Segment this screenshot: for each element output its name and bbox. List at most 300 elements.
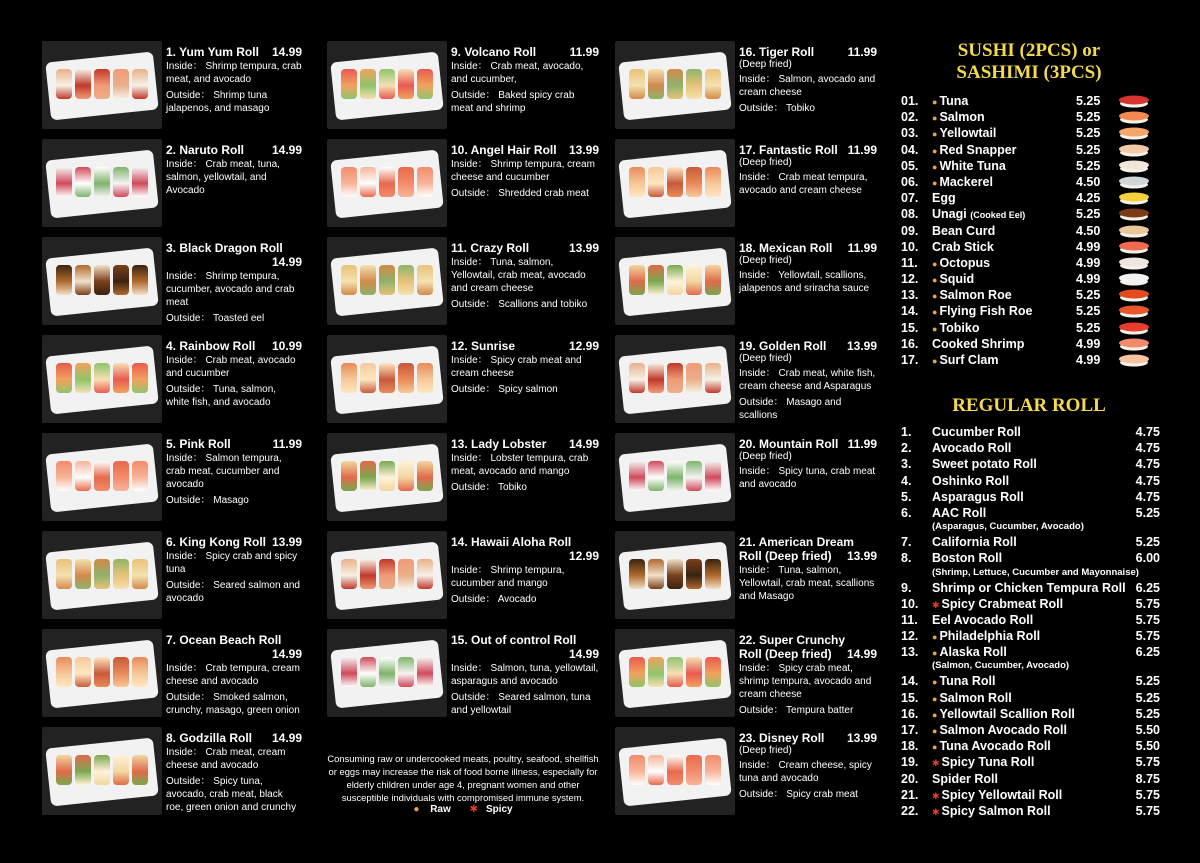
roll-photo [327, 237, 447, 325]
regular-roll-number: 17. [901, 723, 919, 737]
regular-roll-name [932, 505, 986, 521]
roll-piece [417, 363, 433, 393]
regular-roll-number: 15. [901, 690, 919, 705]
topping-shape [1119, 290, 1149, 299]
sushi-name [932, 142, 1017, 159]
roll-piece [341, 69, 357, 99]
roll-name: 15. Out of control Roll [451, 633, 577, 647]
regular-roll-name [932, 754, 1034, 771]
sushi-name-text: Egg [932, 191, 956, 206]
regular-roll-number: 22. [901, 803, 919, 818]
roll-piece [56, 755, 72, 785]
roll-title [739, 241, 877, 255]
roll-outside: Outside： Smoked salmon, crunchy, masago, green onion [166, 692, 300, 716]
regular-roll-item [898, 456, 1160, 472]
roll-piece [56, 559, 72, 589]
roll-piece [341, 363, 357, 393]
sushi-price: 4.99 [1076, 353, 1101, 367]
sushi-number: 16. [901, 336, 919, 351]
raw-icon: ● [932, 113, 938, 124]
regular-roll-price: 5.25 [1135, 505, 1160, 520]
regular-roll-price: 5.25 [1135, 535, 1160, 550]
sushi-item [898, 239, 1160, 255]
roll-name: 2. Naruto Roll [166, 143, 245, 157]
roll-photo [42, 629, 162, 717]
roll-inside: Inside： Tuna, salmon, Yellowtail, crab meat, scallions and Masago [739, 565, 875, 602]
regular-roll-number: 8. [901, 551, 912, 566]
roll-inside: Inside： Spicy crab meat and cream cheese [451, 355, 582, 379]
roll-photo [327, 531, 447, 619]
sushi-price: 5.25 [1076, 320, 1101, 335]
roll-piece [667, 755, 683, 785]
sushi-name-text: Crab Stick [932, 239, 994, 254]
roll-name: 21. American Dream [739, 535, 854, 549]
topping-shape [1119, 112, 1149, 121]
roll-piece [379, 657, 395, 687]
topping-shape [1119, 241, 1149, 250]
sushi-number: 17. [901, 353, 919, 367]
roll-price: 13.99 [846, 339, 877, 353]
roll-price: 13.99 [568, 241, 599, 255]
roll-inside: Inside： Salmon tempura, crab meat, cucumber and avocado [166, 453, 282, 490]
roll-piece [360, 265, 376, 295]
roll-piece [667, 167, 683, 197]
regular-heading: REGULAR ROLL [952, 395, 1106, 416]
regular-roll-ingredients: (Shrimp, Lettuce, Cucumber and Mayonnaise) [932, 566, 1139, 578]
roll-title [451, 143, 599, 157]
sushi-name-text: Cooked Shrimp [932, 336, 1025, 351]
sushi-piece-icon [1116, 94, 1152, 108]
regular-roll-item [898, 690, 1160, 706]
roll-price: 14.99 [568, 647, 599, 661]
deep-fried-note: (Deep fried) [739, 157, 792, 168]
roll-photo [42, 727, 162, 815]
roll-piece [417, 265, 433, 295]
roll-piece [705, 167, 721, 197]
roll-title [451, 535, 599, 549]
sushi-name-text: Red Snapper [939, 142, 1017, 157]
sushi-item [898, 287, 1160, 303]
nigiri-icon [1116, 159, 1152, 173]
raw-icon: ● [932, 258, 938, 269]
legend [327, 804, 599, 815]
regular-roll-item [898, 628, 1160, 644]
roll-piece [341, 167, 357, 197]
roll-piece [667, 69, 683, 99]
topping-shape [1119, 322, 1149, 331]
sushi-number: 13. [901, 288, 919, 303]
sushi-item [898, 223, 1160, 239]
roll-piece [398, 167, 414, 197]
sushi-price: 4.99 [1076, 272, 1101, 287]
roll-piece [686, 755, 702, 785]
roll-price: 11.99 [847, 241, 877, 255]
nigiri-icon [1116, 321, 1152, 335]
regular-roll-name [932, 596, 1063, 613]
roll-title [739, 437, 877, 451]
sushi-item [898, 336, 1160, 352]
sushi-piece-icon [1116, 288, 1152, 302]
regular-roll-name [932, 803, 1051, 820]
sushi-price: 4.99 [1076, 255, 1101, 270]
regular-roll-item [898, 424, 1160, 440]
roll-price: 12.99 [568, 549, 599, 563]
roll-title [451, 633, 599, 647]
roll-outside: Outside： Scallions and tobiko [451, 299, 588, 310]
roll-piece [686, 559, 702, 589]
roll-piece [56, 167, 72, 197]
sushi-name [932, 352, 998, 369]
roll-piece [113, 657, 129, 687]
sushi-name [932, 336, 1024, 352]
roll-piece [56, 363, 72, 393]
roll-name: 19. Golden Roll [739, 339, 827, 353]
raw-icon: ● [932, 323, 938, 334]
sushi-name-text: Surf Clam [939, 353, 999, 367]
roll-piece [56, 461, 72, 491]
sushi-piece-icon [1116, 337, 1152, 351]
roll-item [327, 237, 599, 335]
sushi-piece-icon [1116, 272, 1152, 286]
roll-inside: Inside： Cream cheese, spicy tuna and avocado [739, 759, 872, 784]
regular-roll-number: 20. [901, 771, 919, 786]
sushi-name [932, 190, 956, 206]
regular-roll-name [932, 787, 1062, 804]
sushi-piece-icon [1116, 175, 1152, 189]
regular-roll-number: 21. [901, 787, 919, 802]
sushi-item [898, 255, 1160, 271]
nigiri-icon [1116, 256, 1152, 270]
regular-roll-item [898, 706, 1160, 722]
regular-roll-number: 1. [901, 425, 912, 439]
roll-outside: Outside： Tobiko [739, 102, 815, 114]
roll-info [166, 535, 302, 605]
sushi-name [932, 271, 974, 288]
roll-piece [132, 657, 148, 687]
sushi-item [898, 93, 1160, 109]
regular-roll-item [898, 771, 1160, 787]
sushi-name-text: Bean Curd [932, 223, 996, 238]
roll-piece [113, 755, 129, 785]
sushi-item [898, 174, 1160, 190]
regular-roll-number: 11. [901, 612, 918, 627]
roll-piece [705, 755, 721, 785]
roll-photo [615, 433, 735, 521]
roll-item [327, 139, 599, 237]
regular-roll-name-text: Spicy Tuna Roll [941, 755, 1035, 770]
regular-roll-price: 5.75 [1135, 755, 1160, 770]
spicy-icon: ✱ [932, 790, 940, 801]
roll-name: 1. Yum Yum Roll [166, 45, 259, 59]
rolls-column-1 [42, 41, 302, 825]
roll-piece [379, 559, 395, 589]
sushi-name [932, 239, 994, 255]
roll-photo [327, 41, 447, 129]
roll-piece [113, 69, 129, 99]
roll-title [451, 241, 599, 255]
regular-roll-name [932, 424, 1021, 440]
raw-icon: ● [932, 97, 938, 107]
roll-piece [132, 167, 148, 197]
roll-piece [648, 265, 664, 295]
sushi-note: (Cooked Eel) [970, 210, 1026, 221]
sushi-piece-icon [1116, 159, 1152, 173]
raw-icon: ● [932, 726, 938, 736]
roll-photo [42, 531, 162, 619]
sushi-name-text: Squid [939, 272, 975, 287]
roll-info [739, 731, 877, 801]
roll-name: 9. Volcano Roll [451, 45, 537, 59]
roll-price: 14.99 [271, 143, 302, 157]
roll-piece [667, 461, 683, 491]
roll-item [615, 139, 877, 237]
roll-piece [360, 363, 376, 393]
regular-roll-name-text: Yellowtail Scallion Roll [939, 706, 1075, 721]
regular-roll-price: 5.75 [1135, 803, 1160, 818]
roll-info [739, 437, 877, 491]
sushi-number: 11. [901, 255, 918, 270]
regular-roll-name [932, 456, 1037, 472]
roll-photo [615, 139, 735, 227]
raw-icon: ● [932, 291, 938, 302]
roll-piece [379, 363, 395, 393]
roll-piece [398, 363, 414, 393]
roll-price: 14.99 [271, 731, 302, 745]
roll-price: 14.99 [271, 45, 302, 59]
regular-roll-item [898, 440, 1160, 456]
roll-piece [398, 559, 414, 589]
roll-item [42, 41, 302, 139]
roll-price: 14.99 [846, 647, 877, 661]
roll-piece [705, 69, 721, 99]
regular-roll-item [898, 473, 1160, 489]
sushi-item [898, 109, 1160, 125]
roll-piece [629, 363, 645, 393]
roll-name: 20. Mountain Roll [739, 437, 839, 451]
roll-piece [94, 657, 110, 687]
regular-roll-name [932, 612, 1033, 628]
roll-piece [94, 755, 110, 785]
roll-price: 13.99 [271, 535, 302, 549]
roll-inside: Inside： Crab meat, tuna, salmon, yellowtail, and Avocado [166, 159, 280, 196]
roll-info [451, 143, 599, 200]
sushi-name-text: Mackerel [939, 174, 993, 189]
roll-inside: Inside： Tuna, salmon, Yellowtail, crab meat, avocado and cream cheese [451, 257, 586, 294]
regular-roll-name-text: Asparagus Roll [932, 489, 1024, 504]
roll-title [166, 633, 302, 647]
regular-roll-item [898, 550, 1160, 566]
regular-roll-item [898, 580, 1160, 596]
roll-photo [42, 41, 162, 129]
roll-name: 5. Pink Roll [166, 437, 231, 451]
roll-subtitle [739, 647, 877, 661]
sushi-number: 06. [901, 174, 919, 189]
spicy-icon: ✱ [932, 806, 940, 817]
roll-title [166, 731, 302, 745]
roll-title [166, 241, 302, 255]
roll-price: 11.99 [569, 45, 599, 59]
roll-subtitle-text: Roll (Deep fried) [739, 647, 832, 661]
regular-roll-name-text: Tuna Roll [939, 674, 996, 689]
roll-piece [75, 559, 91, 589]
topping-shape [1119, 257, 1149, 266]
roll-name: 6. King Kong Roll [166, 535, 266, 549]
sushi-number: 01. [901, 94, 919, 108]
roll-info [739, 143, 877, 197]
raw-icon: ● [413, 804, 420, 815]
roll-inside: Inside： Shrimp tempura, cucumber and mango [451, 565, 565, 589]
roll-inside: Inside： Spicy crab and spicy tuna [166, 551, 298, 575]
regular-roll-price: 5.25 [1135, 690, 1160, 705]
roll-piece [75, 657, 91, 687]
roll-outside: Outside： Shredded crab meat [451, 188, 589, 199]
sushi-name [932, 93, 968, 110]
sushi-name-text: Octopus [939, 255, 991, 270]
roll-piece [417, 657, 433, 687]
roll-outside: Outside： Spicy tuna, avocado, crab meat, black roe, green onion and crunchy [166, 776, 297, 813]
sushi-item [898, 158, 1160, 174]
nigiri-icon [1116, 288, 1152, 302]
topping-shape [1119, 128, 1149, 137]
roll-piece [629, 559, 645, 589]
roll-item [615, 629, 877, 727]
roll-item [327, 41, 599, 139]
roll-title [739, 143, 877, 157]
rolls-column-3 [615, 41, 877, 825]
sushi-number: 15. [901, 320, 919, 335]
roll-info [739, 45, 877, 115]
sushi-item [898, 142, 1160, 158]
roll-piece [94, 69, 110, 99]
regular-roll-number: 14. [901, 674, 919, 689]
roll-title [451, 45, 599, 59]
roll-piece [648, 559, 664, 589]
spicy-icon: ✱ [932, 758, 940, 769]
roll-item [42, 335, 302, 433]
roll-inside: Inside： Crab meat, avocado and cucumber [166, 355, 296, 379]
roll-name: 4. Rainbow Roll [166, 339, 256, 353]
regular-roll-item [898, 596, 1160, 612]
topping-shape [1119, 338, 1149, 347]
raw-icon: ● [932, 177, 938, 188]
roll-photo [327, 433, 447, 521]
topping-shape [1119, 144, 1149, 153]
regular-roll-ingredients: (Asparagus, Cucumber, Avocado) [932, 521, 1084, 533]
regular-roll-item [898, 722, 1160, 738]
sushi-item [898, 271, 1160, 287]
roll-info [739, 241, 877, 295]
nigiri-icon [1116, 191, 1152, 205]
sushi-name-text: White Tuna [939, 158, 1006, 173]
roll-piece [113, 363, 129, 393]
roll-piece [667, 265, 683, 295]
roll-info [166, 143, 302, 197]
regular-roll-item [898, 534, 1160, 550]
roll-outside: Outside： Baked spicy crab meat and shrimp [451, 90, 575, 114]
topping-shape [1119, 274, 1149, 283]
regular-roll-list [898, 424, 1160, 819]
roll-name: 11. Crazy Roll [451, 241, 530, 255]
regular-roll-price: 6.00 [1135, 551, 1160, 566]
roll-inside: Inside： Spicy crab meat, shrimp tempura, avocado and cream cheese [739, 663, 872, 700]
roll-inside: Inside： Crab meat, white fish, cream cheese and Asparagus [739, 367, 876, 392]
regular-roll-name [932, 534, 1017, 550]
roll-piece [360, 559, 376, 589]
sushi-piece-icon [1116, 207, 1152, 221]
roll-price: 13.99 [846, 549, 877, 563]
roll-piece [113, 265, 129, 295]
regular-roll-name [932, 690, 1012, 707]
roll-photo [42, 139, 162, 227]
regular-roll-name [932, 644, 1007, 661]
roll-inside: Inside： Shrimp tempura, crab meat, and avocado [166, 61, 302, 85]
sushi-name [932, 255, 990, 272]
rolls-column-2 [327, 41, 599, 727]
sushi-piece-icon [1116, 224, 1152, 238]
roll-piece [75, 461, 91, 491]
nigiri-icon [1116, 94, 1152, 108]
sushi-name-text: Tuna [939, 94, 969, 108]
roll-info [166, 731, 302, 814]
sushi-name [932, 223, 995, 239]
sushi-item [898, 320, 1160, 336]
roll-name: 3. Black Dragon Roll [166, 241, 283, 255]
regular-roll-name [932, 738, 1051, 755]
sushi-price: 5.25 [1076, 304, 1101, 319]
nigiri-icon [1116, 175, 1152, 189]
regular-roll-name-text: Spicy Yellowtail Roll [941, 787, 1063, 802]
roll-piece [75, 363, 91, 393]
regular-roll-name-text: Philadelphia Roll [939, 629, 1041, 644]
regular-roll-number: 13. [901, 645, 919, 660]
nigiri-icon [1116, 126, 1152, 140]
regular-roll-name-text: Avocado Roll [932, 441, 1012, 456]
regular-roll-name [932, 489, 1024, 505]
roll-piece [379, 69, 395, 99]
sushi-number: 08. [901, 207, 919, 222]
roll-subtitle-text: Roll (Deep fried) [739, 549, 832, 563]
roll-inside: Inside： Crab tempura, cream cheese and avocado [166, 663, 300, 687]
sushi-price: 4.99 [1076, 239, 1101, 254]
deep-fried-note: (Deep fried) [739, 745, 792, 756]
regular-roll-name-text: Spicy Crabmeat Roll [941, 596, 1064, 611]
roll-title [166, 45, 302, 59]
regular-roll-price: 5.25 [1135, 674, 1160, 689]
regular-roll-price: 5.50 [1135, 723, 1160, 737]
regular-roll-price: 4.75 [1135, 489, 1160, 504]
raw-legend: ● Raw [413, 804, 451, 815]
regular-roll-name-text: Sweet potato Roll [932, 457, 1037, 472]
roll-photo [42, 433, 162, 521]
roll-info [739, 535, 877, 603]
roll-piece [132, 69, 148, 99]
roll-piece [629, 657, 645, 687]
topping-shape [1119, 176, 1149, 185]
sushi-item [898, 352, 1160, 368]
roll-price: 11.99 [847, 437, 877, 451]
roll-piece [132, 461, 148, 491]
sushi-name [932, 320, 979, 337]
topping-shape [1119, 193, 1149, 202]
roll-outside: Outside： Seared salmon and avocado [166, 580, 300, 604]
roll-item [615, 237, 877, 335]
roll-info [166, 339, 302, 409]
roll-piece [94, 461, 110, 491]
raw-icon: ● [932, 307, 938, 318]
roll-piece [360, 657, 376, 687]
roll-title [166, 535, 302, 549]
roll-piece [75, 755, 91, 785]
